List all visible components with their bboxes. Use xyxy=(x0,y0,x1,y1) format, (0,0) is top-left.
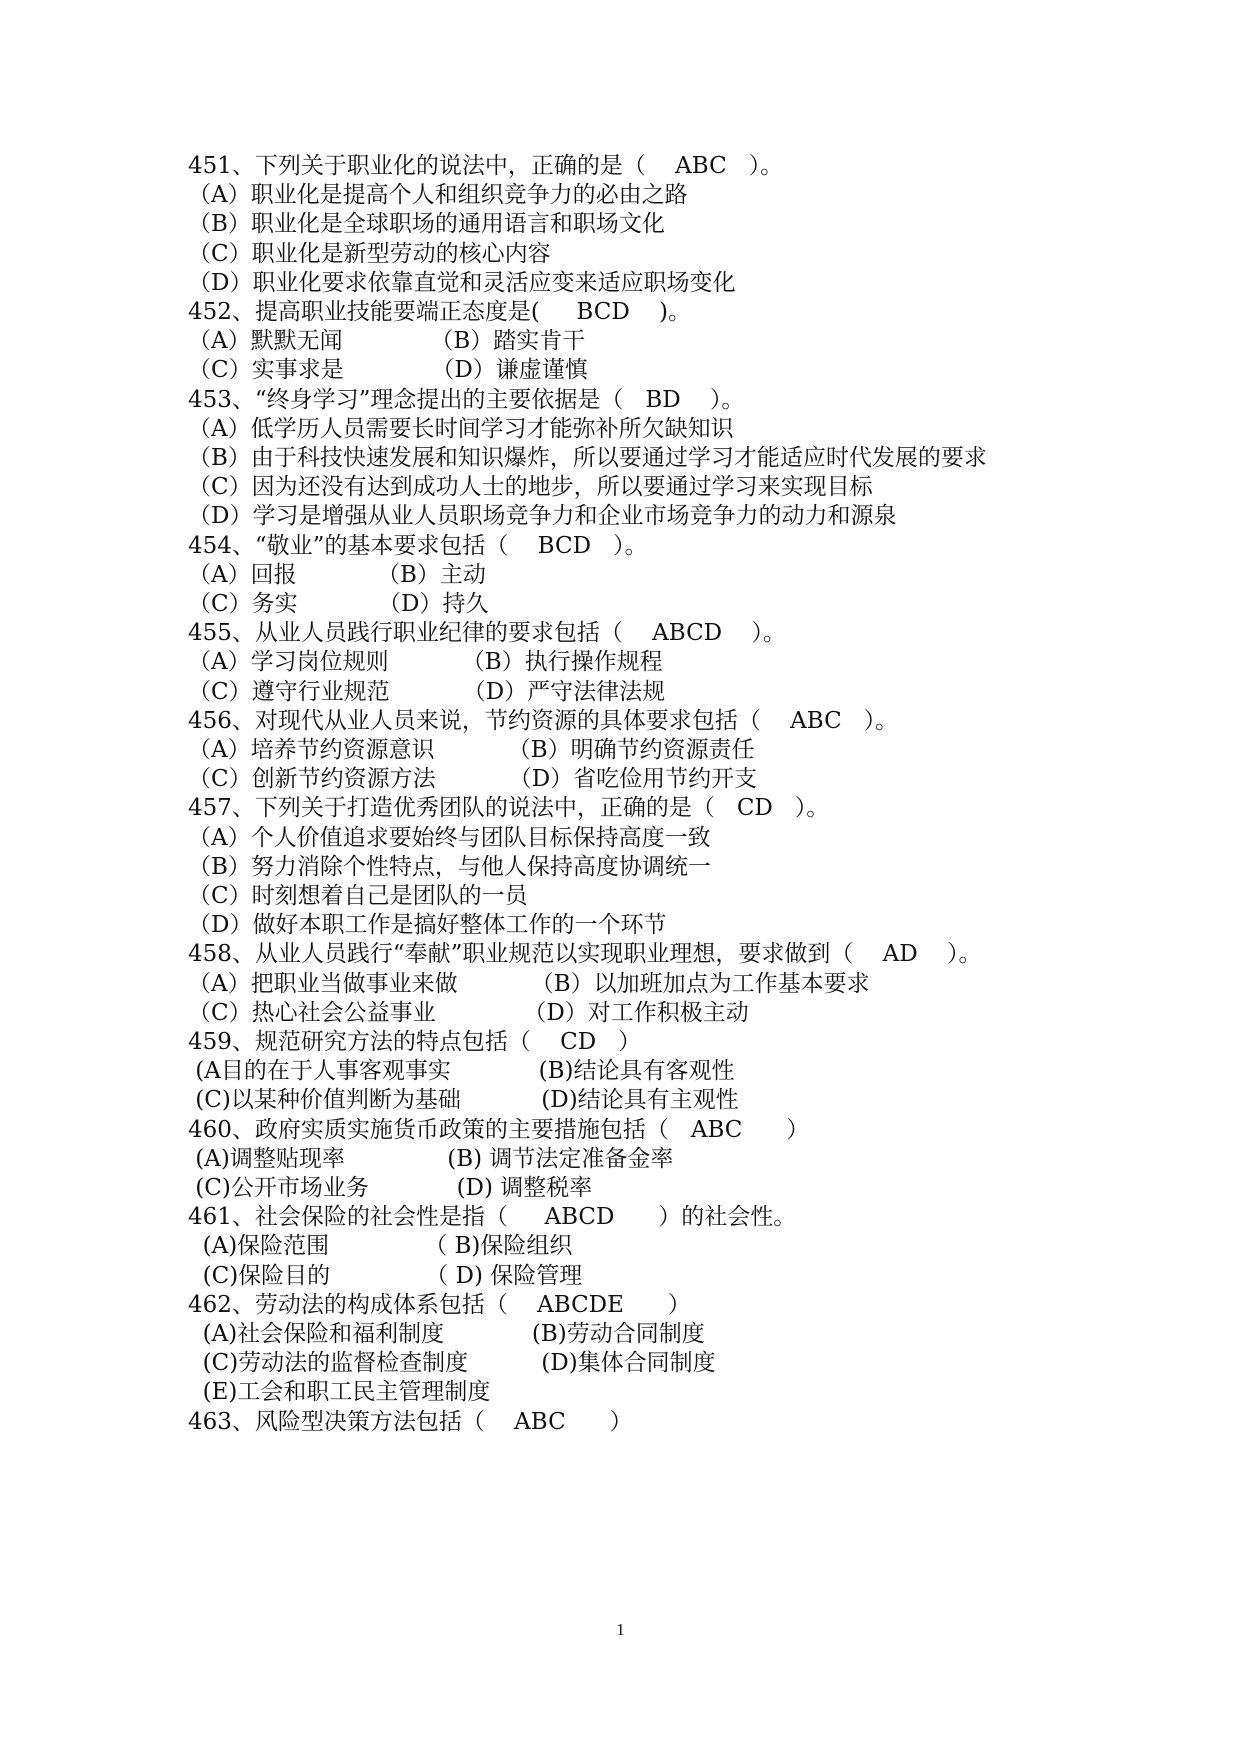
text-line: （B）职业化是全球职场的通用语言和职场文化 xyxy=(188,211,665,238)
text-line: （B）由于科技快速发展和知识爆炸，所以要通过学习才能适应时代发展的要求 xyxy=(188,445,987,471)
text-line: 452、提高职业技能要端正态度是( BCD )。 xyxy=(188,299,692,325)
text-line: 460、政府实质实施货币政策的主要措施包括（ ABC ） xyxy=(188,1116,810,1143)
text-line: 451、下列关于职业化的说法中，正确的是（ ABC ）。 xyxy=(188,153,784,179)
text-line: （D）学习是增强从业人员职场竞争力和企业市场竞争力的动力和源泉 xyxy=(188,503,897,530)
text-line: （A）培养节约资源意识 （B）明确节约资源责任 xyxy=(188,737,755,763)
text-line: 458、从业人员践行“奉献”职业规范以实现职业理想，要求做到（ AD ）。 xyxy=(188,941,982,968)
text-line: (E)工会和职工民主管理制度 xyxy=(188,1379,491,1406)
text-line: (A)保险范围 （ B)保险组织 xyxy=(188,1233,573,1260)
text-line: 457、下列关于打造优秀团队的说法中，正确的是（ CD ）。 xyxy=(188,795,830,822)
page-number: 1 xyxy=(616,1620,625,1639)
text-line: 462、劳动法的构成体系包括（ ABCDE ） xyxy=(188,1291,691,1318)
text-line: 456、对现代从业人员来说，节约资源的具体要求包括（ ABC ）。 xyxy=(188,707,899,734)
text-line: 454、“敬业”的基本要求包括（ BCD ）。 xyxy=(188,532,648,559)
text-line: （C）热心社会公益事业 （D）对工作积极主动 xyxy=(188,999,749,1026)
text-line: 463、风险型决策方法包括（ ABC ） xyxy=(188,1408,633,1435)
text-line: 453、“终身学习”理念提出的主要依据是（ BD ）。 xyxy=(188,386,745,413)
text-line: (C)以某种价值判断为基础 (D)结论具有主观性 xyxy=(188,1087,739,1114)
text-line: （A）把职业当做事业来做 （B）以加班加点为工作基本要求 xyxy=(188,970,870,997)
text-line: （C）务实 （D）持久 xyxy=(188,591,489,617)
text-line: （C）因为还没有达到成功人士的地步，所以要通过学习来实现目标 xyxy=(188,474,873,501)
text-line: (C)保险目的 （ D) 保险管理 xyxy=(188,1262,583,1289)
text-line: （A）职业化是提高个人和组织竞争力的必由之路 xyxy=(188,182,688,209)
text-line: （A）低学历人员需要长时间学习才能弥补所欠缺知识 xyxy=(188,415,734,442)
text-line: （A）学习岗位规则 （B）执行操作规程 xyxy=(188,649,663,676)
text-line: （B）努力消除个性特点，与他人保持高度协调统一 xyxy=(188,853,711,880)
text-line: （C）实事求是 （D）谦虚谨慎 xyxy=(188,357,588,384)
text-line: （C）时刻想着自己是团队的一员 xyxy=(188,883,528,909)
text-line: （A）回报 （B）主动 xyxy=(188,561,486,588)
text-line: （C）遵守行业规范 （D）严守法律法规 xyxy=(188,678,666,705)
text-line: (C)公开市场业务 (D) 调整税率 xyxy=(188,1175,593,1201)
text-line: 459、规范研究方法的特点包括（ CD ） xyxy=(188,1029,642,1055)
text-line: (A)社会保险和福利制度 (B)劳动合同制度 xyxy=(188,1321,705,1347)
text-line: 461、社会保险的社会性是指（ ABCD ）的社会性。 xyxy=(188,1204,797,1231)
text-line: （D）职业化要求依靠直觉和灵活应变来适应职场变化 xyxy=(188,269,736,296)
text-line: (A目的在于人事客观事实 (B)结论具有客观性 xyxy=(188,1058,735,1085)
text-line: （D）做好本职工作是搞好整体工作的一个环节 xyxy=(188,912,667,939)
text-line: （A）个人价值追求要始终与团队目标保持高度一致 xyxy=(188,824,711,851)
text-line: (C)劳动法的监督检查制度 (D)集体合同制度 xyxy=(188,1350,716,1377)
text-line: 455、从业人员践行职业纪律的要求包括（ ABCD ）。 xyxy=(188,620,786,647)
text-line: （C）创新节约资源方法 （D）省吃俭用节约开支 xyxy=(188,766,758,793)
text-line: （A）默默无闻 （B）踏实肯干 xyxy=(188,328,586,355)
text-line: (A)调整贴现率 (B) 调节法定准备金率 xyxy=(188,1145,674,1172)
text-line: （C）职业化是新型劳动的核心内容 xyxy=(188,240,551,267)
